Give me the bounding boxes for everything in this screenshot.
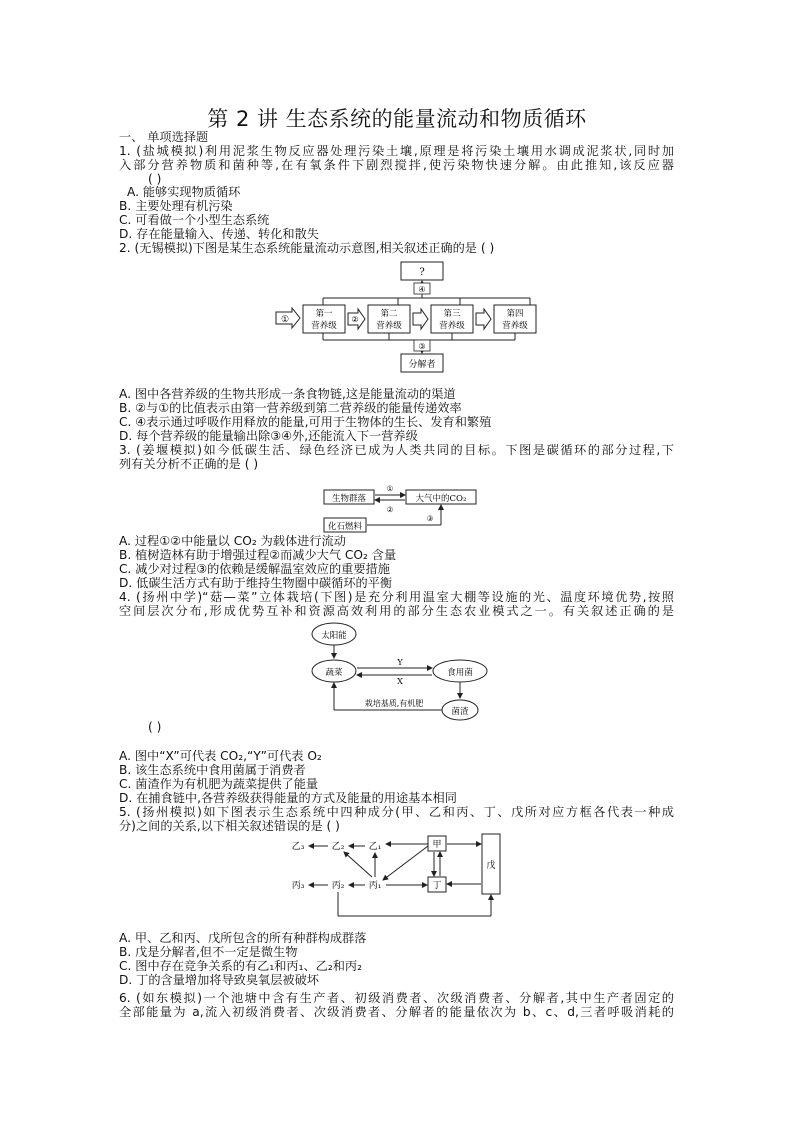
q1-option-a: A. 能够实现物质循环 (127, 185, 241, 199)
q6-stem-line1: 6. (如东模拟)一个池塘中含有生产者、初级消费者、次级消费者、分解者,其中生产者固定的 (119, 991, 674, 1005)
q5-stem-line1: 5. (扬州模拟)如下图表示生态系统中四种成分(甲、乙和丙、丁、戊所对应方框各代表一种成 (119, 805, 674, 819)
q4-option-c: C. 菌渣作为有机肥为蔬菜提供了能量 (119, 777, 319, 791)
substrate-label: 栽培基质,有机肥 (364, 699, 424, 708)
arrow-label-2: ② (351, 315, 359, 324)
level1-line1: 第一 (315, 309, 333, 319)
carbon-cycle-diagram (320, 482, 480, 534)
jia-box: 甲 (432, 840, 442, 850)
q5-option-a: A. 甲、乙和丙、戊所包含的所有种群构成群落 (119, 931, 367, 945)
fossil-fuel-box: 化石燃料 (327, 522, 363, 532)
level4-line1: 第四 (506, 309, 524, 319)
sun-node: 太阳能 (321, 631, 347, 641)
q2-stem: 2. (无锡模拟)下图是某生态系统能量流动示意图,相关叙述正确的是 ( ) (119, 241, 495, 255)
q1-option-d: D. 存在能量输入、传递、转化和散失 (119, 227, 319, 241)
q3-option-a: A. 过程①②中能量以 CO₂ 为载体进行流动 (119, 534, 346, 548)
level3-line1: 第三 (443, 309, 461, 319)
ecosystem-component-diagram (282, 832, 506, 922)
flow-x-label: X (397, 677, 403, 686)
q3-stem-line2: 列有关分析不正确的是 ( ) (119, 457, 259, 471)
energy-flow-diagram (270, 258, 550, 376)
y2-node: 乙₂ (331, 842, 345, 852)
q3-option-c: C. 减少对过程③的依赖是缓解温室效应的重要措施 (119, 562, 390, 576)
y3-node: 乙₃ (291, 842, 305, 852)
q4-stem-line2: 空间层次分布,形成优势互补和资源高效利用的部分生态农业模式之一。有关叙述正确的是 (119, 604, 674, 618)
q5-stem-line2: 分)之间的关系,以下相关叙述错误的是 ( ) (119, 819, 340, 833)
q4-answer-paren: ( ) (148, 720, 162, 734)
q1-stem-line2: 入部分营养物质和菌种等,在有氧条件下剧烈搅拌,使污染物快速分解。由此推知,该反应器 (119, 158, 674, 172)
q4-option-a: A. 图中“X”可代表 CO₂,“Y”可代表 O₂ (119, 749, 322, 763)
flow-y-label: Y (397, 658, 403, 667)
level1-line2: 营养级 (311, 321, 337, 331)
q1-stem-line1: 1. (盐城模拟)利用泥浆生物反应器处理污染土壤,原理是将污染土壤用水调成泥浆状,同时加 (119, 144, 674, 158)
b3-node: 丙₃ (291, 881, 305, 891)
b1-node: 丙₁ (368, 881, 382, 891)
vegetable-node: 蔬菜 (325, 668, 343, 678)
b2-node: 丙₂ (331, 881, 345, 891)
process-label-1: ① (386, 484, 394, 493)
q2-option-a: A. 图中各营养级的生物共形成一条食物链,这是能量流动的渠道 (119, 387, 456, 401)
arrow-label-4: ④ (418, 285, 426, 294)
q2-option-b: B. ②与①的比值表示由第一营养级到第二营养级的能量传递效率 (119, 401, 462, 415)
q5-option-c: C. 图中存在竞争关系的有乙₁和丙₁、乙₂和丙₂ (119, 959, 362, 973)
q3-option-b: B. 植树造林有助于增强过程②而减少大气 CO₂ 含量 (119, 548, 397, 562)
q4-option-b: B. 该生态系统中食用菌属于消费者 (119, 763, 306, 777)
mushroom-vegetable-diagram (306, 620, 496, 724)
y1-node: 乙₁ (368, 842, 382, 852)
q1-option-b: B. 主要处理有机污染 (119, 199, 233, 213)
decomposer-box: 分解者 (408, 360, 436, 370)
wu-box: 戊 (486, 861, 496, 871)
ding-box: 丁 (432, 881, 442, 891)
level4-line2: 营养级 (502, 321, 528, 331)
level2-line1: 第二 (380, 309, 398, 319)
section-heading: 一、 单项选择题 (119, 130, 209, 144)
process-label-3: ③ (426, 514, 434, 523)
mushroom-node: 食用菌 (447, 668, 473, 678)
q6-stem-line2: 全部能量为 a,流入初级消费者、次级消费者、分解者的能量依次为 b、c、d,三者呼吸消耗的 (119, 1005, 674, 1019)
arrow-label-3: ③ (418, 342, 426, 351)
q2-option-d: D. 每个营养级的能量输出除③④外,还能流入下一营养级 (119, 429, 418, 443)
q5-option-d: D. 丁的含量增加将导致臭氧层被破坏 (119, 973, 319, 987)
q1-option-c: C. 可看做一个小型生态系统 (119, 213, 270, 227)
arrow-label-1: ① (280, 315, 290, 325)
level2-line2: 营养级 (376, 321, 402, 331)
q4-option-d: D. 在捕食链中,各营养级获得能量的方式及能量的用途基本相同 (119, 791, 457, 805)
process-label-2: ② (386, 505, 394, 514)
level3-line2: 营养级 (439, 321, 465, 331)
q3-stem-line1: 3. (姜堰模拟)如今低碳生活、绿色经济已成为人类共同的目标。下图是碳循环的部分过程,下 (119, 443, 674, 457)
q4-stem-line1: 4. (扬州中学)“菇—菜”立体栽培(下图)是充分利用温室大棚等设施的光、温度环境优势,按照 (119, 590, 674, 604)
q3-option-d: D. 低碳生活方式有助于维持生物圈中碳循环的平衡 (119, 576, 393, 590)
page-title: 第 2 讲 生态系统的能量流动和物质循环 (207, 107, 587, 131)
q5-option-b: B. 戊是分解者,但不一定是微生物 (119, 945, 298, 959)
community-box: 生物群落 (331, 494, 367, 504)
residue-node: 菌渣 (451, 707, 469, 717)
unknown-label: ? (419, 267, 425, 278)
atmosphere-co2-box: 大气中的CO₂ (415, 494, 467, 504)
q2-option-c: C. ④表示通过呼吸作用释放的能量,可用于生物体的生长、发育和繁殖 (119, 415, 492, 429)
q1-answer-paren: ( ) (148, 172, 162, 186)
